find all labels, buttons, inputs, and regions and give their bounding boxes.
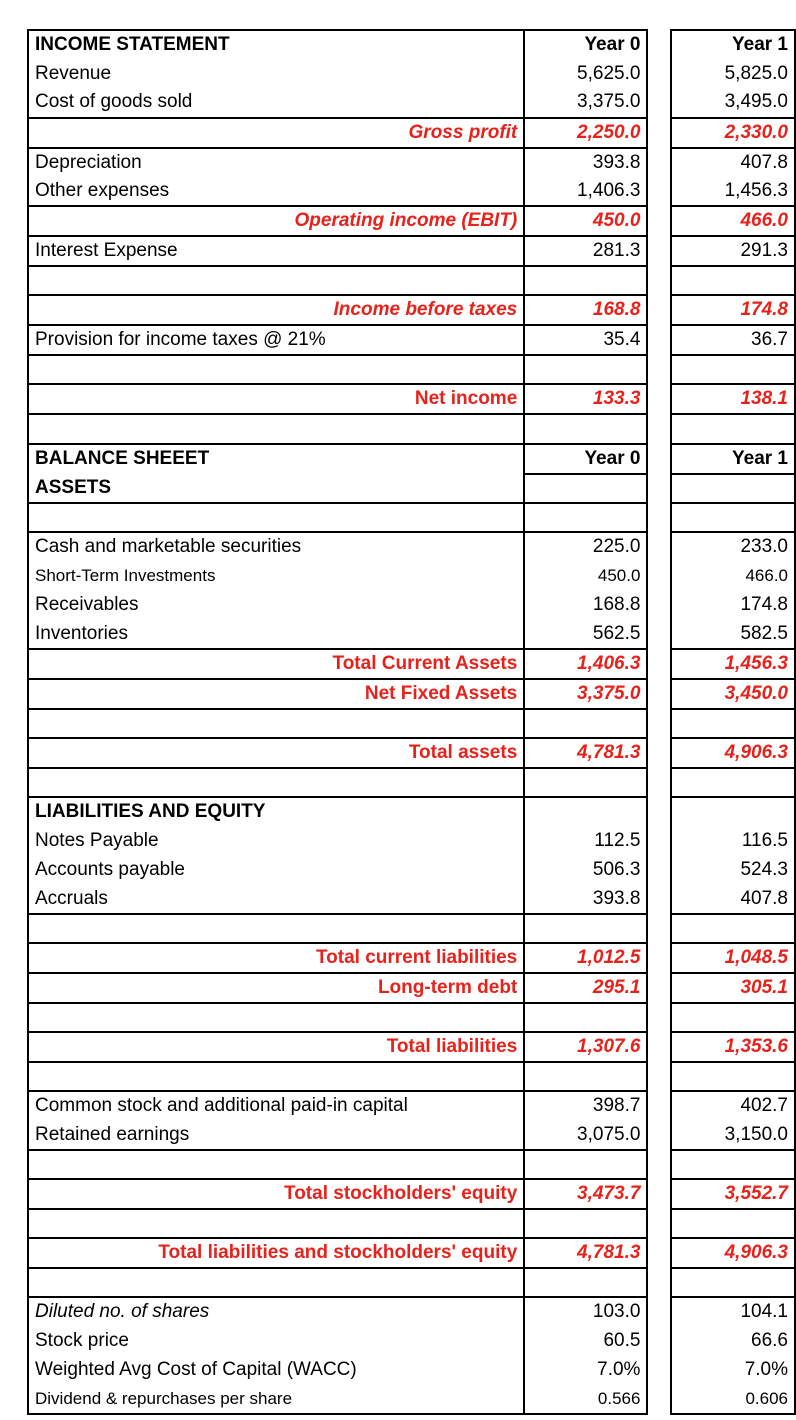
year1-value: 3,495.0 bbox=[671, 88, 795, 117]
year0-value: 1,406.3 bbox=[524, 649, 647, 679]
column-gap bbox=[647, 973, 670, 1003]
column-gap bbox=[647, 414, 670, 443]
column-gap bbox=[647, 384, 670, 414]
row-label: Other expenses bbox=[28, 177, 524, 206]
year1-value bbox=[671, 797, 795, 826]
year0-value: 393.8 bbox=[524, 148, 647, 177]
year1-value: 138.1 bbox=[671, 384, 795, 414]
year0-value: 398.7 bbox=[524, 1091, 647, 1120]
row-stock-price bbox=[28, 1326, 795, 1355]
year0-value bbox=[524, 1003, 647, 1032]
column-gap bbox=[647, 561, 670, 590]
row-label: Receivables bbox=[28, 590, 524, 619]
column-gap bbox=[647, 177, 670, 206]
column-gap bbox=[647, 444, 670, 474]
row-depreciation bbox=[28, 148, 795, 177]
column-gap bbox=[647, 325, 670, 355]
row-total-assets bbox=[28, 738, 795, 768]
row-label: Short-Term Investments bbox=[28, 561, 524, 590]
blank-row bbox=[28, 1003, 795, 1032]
column-gap bbox=[647, 474, 670, 503]
year1-value bbox=[671, 474, 795, 503]
year0-value: 4,781.3 bbox=[524, 1238, 647, 1268]
year0-value bbox=[524, 503, 647, 532]
year1-value: 2,330.0 bbox=[671, 118, 795, 148]
year1-value: 116.5 bbox=[671, 826, 795, 855]
blank-row bbox=[28, 266, 795, 295]
row-label: Accounts payable bbox=[28, 855, 524, 884]
row-label: INCOME STATEMENT bbox=[28, 30, 524, 59]
column-gap bbox=[647, 59, 670, 88]
column-gap bbox=[647, 1062, 670, 1091]
column-gap bbox=[647, 738, 670, 768]
year1-value: 3,150.0 bbox=[671, 1121, 795, 1150]
year0-value bbox=[524, 1150, 647, 1179]
row-balance-sheeet bbox=[28, 444, 795, 474]
column-gap bbox=[647, 532, 670, 561]
blank-row bbox=[28, 1268, 795, 1297]
year1-value: 524.3 bbox=[671, 855, 795, 884]
year1-value: 1,456.3 bbox=[671, 649, 795, 679]
row-retained-earnings bbox=[28, 1121, 795, 1150]
blank-row bbox=[28, 503, 795, 532]
year1-value: 5,825.0 bbox=[671, 59, 795, 88]
row-label: Income before taxes bbox=[28, 295, 524, 325]
year0-value: 3,375.0 bbox=[524, 679, 647, 709]
year1-value: 7.0% bbox=[671, 1356, 795, 1385]
year0-value: 1,406.3 bbox=[524, 177, 647, 206]
row-label: Depreciation bbox=[28, 148, 524, 177]
column-gap bbox=[647, 1179, 670, 1209]
blank-row bbox=[28, 709, 795, 738]
column-gap bbox=[647, 1091, 670, 1120]
row-net-income bbox=[28, 384, 795, 414]
row-label: Dividend & repurchases per share bbox=[28, 1385, 524, 1414]
year1-value: 0.606 bbox=[671, 1385, 795, 1414]
column-gap bbox=[647, 1032, 670, 1062]
year0-value: 2,250.0 bbox=[524, 118, 647, 148]
year1-value: 1,353.6 bbox=[671, 1032, 795, 1062]
year1-value: 466.0 bbox=[671, 206, 795, 236]
year1-value: 233.0 bbox=[671, 532, 795, 561]
year1-value: 305.1 bbox=[671, 973, 795, 1003]
row-label bbox=[28, 1062, 524, 1091]
row-label: Provision for income taxes @ 21% bbox=[28, 325, 524, 355]
row-label bbox=[28, 414, 524, 443]
year1-value: Year 1 bbox=[671, 30, 795, 59]
year1-value bbox=[671, 1209, 795, 1238]
year1-value: 174.8 bbox=[671, 295, 795, 325]
column-gap bbox=[647, 355, 670, 384]
year0-value: 168.8 bbox=[524, 590, 647, 619]
year0-value bbox=[524, 768, 647, 797]
blank-row bbox=[28, 1062, 795, 1091]
column-gap bbox=[647, 148, 670, 177]
row-label: Diluted no. of shares bbox=[28, 1297, 524, 1326]
year0-value bbox=[524, 355, 647, 384]
year1-value: 407.8 bbox=[671, 885, 795, 914]
column-gap bbox=[647, 797, 670, 826]
row-label: Net Fixed Assets bbox=[28, 679, 524, 709]
year1-value: 466.0 bbox=[671, 561, 795, 590]
blank-row bbox=[28, 1209, 795, 1238]
year1-value bbox=[671, 266, 795, 295]
blank-row bbox=[28, 914, 795, 943]
year0-value: 506.3 bbox=[524, 855, 647, 884]
year1-value: 66.6 bbox=[671, 1326, 795, 1355]
year1-value: 1,456.3 bbox=[671, 177, 795, 206]
row-total-stockholders-equity bbox=[28, 1179, 795, 1209]
year1-value: 1,048.5 bbox=[671, 943, 795, 973]
blank-row bbox=[28, 768, 795, 797]
year0-value: 1,307.6 bbox=[524, 1032, 647, 1062]
blank-row bbox=[28, 1150, 795, 1179]
row-cash-and-marketable-securities bbox=[28, 532, 795, 561]
year1-value: Year 1 bbox=[671, 444, 795, 474]
year0-value bbox=[524, 1268, 647, 1297]
year1-value bbox=[671, 1062, 795, 1091]
year0-value: 5,625.0 bbox=[524, 59, 647, 88]
row-inventories bbox=[28, 619, 795, 648]
row-label: Long-term debt bbox=[28, 973, 524, 1003]
column-gap bbox=[647, 768, 670, 797]
row-label: Total assets bbox=[28, 738, 524, 768]
column-gap bbox=[647, 1356, 670, 1385]
year1-value: 3,552.7 bbox=[671, 1179, 795, 1209]
year0-value: 133.3 bbox=[524, 384, 647, 414]
row-other-expenses bbox=[28, 177, 795, 206]
row-assets bbox=[28, 474, 795, 503]
year1-value: 407.8 bbox=[671, 148, 795, 177]
column-gap bbox=[647, 503, 670, 532]
year0-value: 3,473.7 bbox=[524, 1179, 647, 1209]
row-label: Total stockholders' equity bbox=[28, 1179, 524, 1209]
row-short-term-investments bbox=[28, 561, 795, 590]
row-label: Total liabilities and stockholders' equity bbox=[28, 1238, 524, 1268]
year1-value: 36.7 bbox=[671, 325, 795, 355]
row-diluted-no-of-shares bbox=[28, 1297, 795, 1326]
year0-value: 450.0 bbox=[524, 206, 647, 236]
column-gap bbox=[647, 1297, 670, 1326]
row-label: Net income bbox=[28, 384, 524, 414]
financial-statements-table bbox=[27, 29, 796, 1415]
row-label bbox=[28, 1209, 524, 1238]
row-label bbox=[28, 266, 524, 295]
row-accruals bbox=[28, 885, 795, 914]
year0-value: 60.5 bbox=[524, 1326, 647, 1355]
row-long-term-debt bbox=[28, 973, 795, 1003]
row-label bbox=[28, 503, 524, 532]
column-gap bbox=[647, 914, 670, 943]
row-dividend-repurchases-per-share bbox=[28, 1385, 795, 1414]
row-label: Interest Expense bbox=[28, 236, 524, 266]
row-label bbox=[28, 1003, 524, 1032]
year0-value: 35.4 bbox=[524, 325, 647, 355]
row-label: Operating income (EBIT) bbox=[28, 206, 524, 236]
column-gap bbox=[647, 1326, 670, 1355]
row-income-statement bbox=[28, 30, 795, 59]
row-label: Weighted Avg Cost of Capital (WACC) bbox=[28, 1356, 524, 1385]
year0-value: 1,012.5 bbox=[524, 943, 647, 973]
column-gap bbox=[647, 826, 670, 855]
row-total-liabilities bbox=[28, 1032, 795, 1062]
column-gap bbox=[647, 266, 670, 295]
year1-value: 4,906.3 bbox=[671, 1238, 795, 1268]
column-gap bbox=[647, 1268, 670, 1297]
year0-value: 3,375.0 bbox=[524, 88, 647, 117]
row-label: LIABILITIES AND EQUITY bbox=[28, 797, 524, 826]
year0-value: 103.0 bbox=[524, 1297, 647, 1326]
year1-value bbox=[671, 355, 795, 384]
row-common-stock-and-additional-paid-in-capital bbox=[28, 1091, 795, 1120]
year1-value: 174.8 bbox=[671, 590, 795, 619]
row-label bbox=[28, 1268, 524, 1297]
year0-value: Year 0 bbox=[524, 444, 647, 474]
financial-statements-body bbox=[28, 30, 795, 1414]
column-gap bbox=[647, 649, 670, 679]
row-total-liabilities-and-stockholders-equity bbox=[28, 1238, 795, 1268]
column-gap bbox=[647, 118, 670, 148]
year0-value bbox=[524, 709, 647, 738]
year1-value bbox=[671, 768, 795, 797]
year0-value: 112.5 bbox=[524, 826, 647, 855]
row-notes-payable bbox=[28, 826, 795, 855]
year0-value bbox=[524, 414, 647, 443]
column-gap bbox=[647, 679, 670, 709]
row-label: Inventories bbox=[28, 619, 524, 648]
row-weighted-avg-cost-of-capital-wacc bbox=[28, 1356, 795, 1385]
column-gap bbox=[647, 1385, 670, 1414]
year0-value: 281.3 bbox=[524, 236, 647, 266]
row-label: Common stock and additional paid-in capital bbox=[28, 1091, 524, 1120]
row-label bbox=[28, 768, 524, 797]
column-gap bbox=[647, 295, 670, 325]
row-label: BALANCE SHEEET bbox=[28, 444, 524, 474]
row-label: Retained earnings bbox=[28, 1121, 524, 1150]
row-income-before-taxes bbox=[28, 295, 795, 325]
row-label bbox=[28, 709, 524, 738]
row-label: Accruals bbox=[28, 885, 524, 914]
year1-value: 402.7 bbox=[671, 1091, 795, 1120]
year1-value bbox=[671, 914, 795, 943]
year1-value: 3,450.0 bbox=[671, 679, 795, 709]
year0-value: 393.8 bbox=[524, 885, 647, 914]
column-gap bbox=[647, 1121, 670, 1150]
year0-value bbox=[524, 797, 647, 826]
year1-value: 291.3 bbox=[671, 236, 795, 266]
column-gap bbox=[647, 619, 670, 648]
row-label: Gross profit bbox=[28, 118, 524, 148]
year0-value: Year 0 bbox=[524, 30, 647, 59]
year0-value bbox=[524, 914, 647, 943]
row-receivables bbox=[28, 590, 795, 619]
row-label: Total liabilities bbox=[28, 1032, 524, 1062]
row-label: Cost of goods sold bbox=[28, 88, 524, 117]
year0-value bbox=[524, 1209, 647, 1238]
row-operating-income-ebit bbox=[28, 206, 795, 236]
row-net-fixed-assets bbox=[28, 679, 795, 709]
year0-value: 225.0 bbox=[524, 532, 647, 561]
row-label: Notes Payable bbox=[28, 826, 524, 855]
year1-value bbox=[671, 709, 795, 738]
row-label: ASSETS bbox=[28, 474, 524, 503]
year1-value bbox=[671, 414, 795, 443]
year1-value: 4,906.3 bbox=[671, 738, 795, 768]
column-gap bbox=[647, 30, 670, 59]
row-liabilities-and-equity bbox=[28, 797, 795, 826]
year0-value bbox=[524, 474, 647, 503]
row-label: Total Current Assets bbox=[28, 649, 524, 679]
column-gap bbox=[647, 1003, 670, 1032]
year1-value: 104.1 bbox=[671, 1297, 795, 1326]
row-cost-of-goods-sold bbox=[28, 88, 795, 117]
row-label bbox=[28, 1150, 524, 1179]
row-revenue bbox=[28, 59, 795, 88]
year1-value bbox=[671, 1150, 795, 1179]
blank-row bbox=[28, 355, 795, 384]
year0-value: 450.0 bbox=[524, 561, 647, 590]
row-label: Stock price bbox=[28, 1326, 524, 1355]
year0-value: 168.8 bbox=[524, 295, 647, 325]
column-gap bbox=[647, 855, 670, 884]
year0-value: 4,781.3 bbox=[524, 738, 647, 768]
column-gap bbox=[647, 236, 670, 266]
column-gap bbox=[647, 590, 670, 619]
year0-value bbox=[524, 266, 647, 295]
row-total-current-assets bbox=[28, 649, 795, 679]
row-label: Revenue bbox=[28, 59, 524, 88]
year0-value bbox=[524, 1062, 647, 1091]
row-label: Cash and marketable securities bbox=[28, 532, 524, 561]
year0-value: 7.0% bbox=[524, 1356, 647, 1385]
row-label: Total current liabilities bbox=[28, 943, 524, 973]
year0-value: 0.566 bbox=[524, 1385, 647, 1414]
column-gap bbox=[647, 1238, 670, 1268]
row-gross-profit bbox=[28, 118, 795, 148]
year1-value bbox=[671, 1268, 795, 1297]
column-gap bbox=[647, 885, 670, 914]
row-interest-expense bbox=[28, 236, 795, 266]
blank-row bbox=[28, 414, 795, 443]
column-gap bbox=[647, 206, 670, 236]
row-label bbox=[28, 914, 524, 943]
column-gap bbox=[647, 88, 670, 117]
year0-value: 3,075.0 bbox=[524, 1121, 647, 1150]
column-gap bbox=[647, 943, 670, 973]
column-gap bbox=[647, 1150, 670, 1179]
column-gap bbox=[647, 709, 670, 738]
year1-value: 582.5 bbox=[671, 619, 795, 648]
year1-value bbox=[671, 1003, 795, 1032]
column-gap bbox=[647, 1209, 670, 1238]
row-total-current-liabilities bbox=[28, 943, 795, 973]
year0-value: 562.5 bbox=[524, 619, 647, 648]
year1-value bbox=[671, 503, 795, 532]
row-provision-for-income-taxes-21 bbox=[28, 325, 795, 355]
row-accounts-payable bbox=[28, 855, 795, 884]
year0-value: 295.1 bbox=[524, 973, 647, 1003]
row-label bbox=[28, 355, 524, 384]
